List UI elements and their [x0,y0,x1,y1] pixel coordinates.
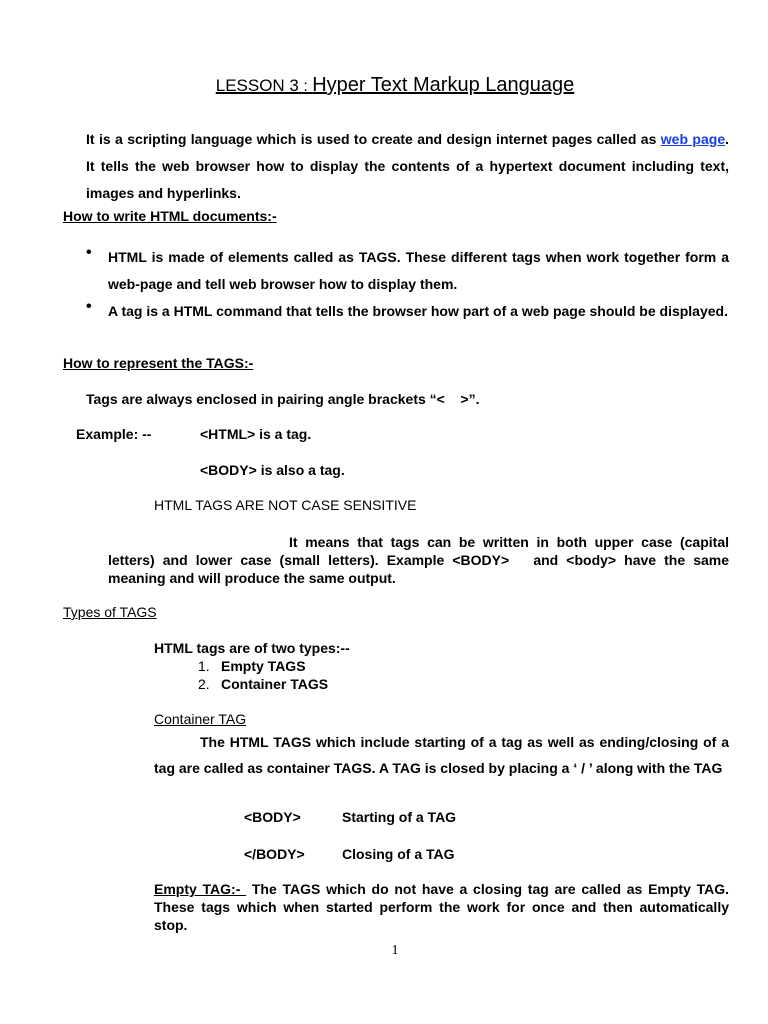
body-close-desc: Closing of a TAG [342,846,455,862]
list-number-1: 1. [198,658,210,674]
title-main: Hyper Text Markup Language [312,74,575,96]
intro-paragraph [86,126,729,207]
bullet-marker: • [86,244,92,261]
bullet-marker: • [86,298,92,315]
example-label: Example: -- [76,426,152,442]
page-title [0,74,768,97]
intro-text-before: It is a scripting language which is used to create and design internet pages called as [86,131,661,147]
page-number: 1 [391,943,399,958]
title-colon: : [298,78,313,95]
example-html-tag: <HTML> is a tag. [200,426,312,442]
empty-tag-heading: Empty TAG:- [154,881,247,897]
list-item-empty-tags: Empty TAGS [221,658,306,674]
bullet-item-1: HTML is made of elements called as TAGS. These different tags when work together form a web-page and tell web browser how to display them. [108,249,729,292]
container-tag-text: The HTML TAGS which include starting of a tag as well as ending/closing of a tag are called as container TAGS. A TAG is closed by placing a ‘ / ’ along with the TAG [154,734,729,776]
heading-how-to-represent: How to represent the TAGS:- [63,355,254,371]
case-sensitive-text: It means that tags can be written in both upper case (capital letters) and lower case (small letters). Example <BODY> and <body> have the same meaning and will produce the same output. [108,534,733,586]
container-tag-heading: Container TAG [154,711,247,727]
heading-how-to-write: How to write HTML documents:- [63,208,277,224]
body-open-tag: <BODY> [244,809,301,825]
empty-tag-text: The TAGS which do not have a closing tag are called as Empty TAG. These tags which when started perform the work for once and then automatically stop. [154,881,729,933]
intro-text-after: . It tells the web browser how to display the contents of a hypertext document including text, images and hyperlinks. [86,131,729,201]
list-number-2: 2. [198,676,210,692]
web-page-link[interactable]: web page [660,131,726,147]
body-close-tag: </BODY> [244,846,305,862]
case-sensitive-heading: HTML TAGS ARE NOT CASE SENSITIVE [154,497,417,513]
heading-types-of-tags: Types of TAGS [63,604,157,620]
example-body-tag: <BODY> is also a tag. [200,462,345,478]
body-open-desc: Starting of a TAG [342,809,457,825]
list-item-container-tags: Container TAGS [221,676,329,692]
bullet-item-2: A tag is a HTML command that tells the browser how part of a web page should be displayed. [108,303,728,319]
enclosed-text: Tags are always enclosed in pairing angle brackets “< >”. [86,391,480,407]
lesson-number: LESSON 3 [215,76,299,95]
empty-tag-paragraph [154,880,729,934]
types-intro: HTML tags are of two types:-- [154,640,350,656]
